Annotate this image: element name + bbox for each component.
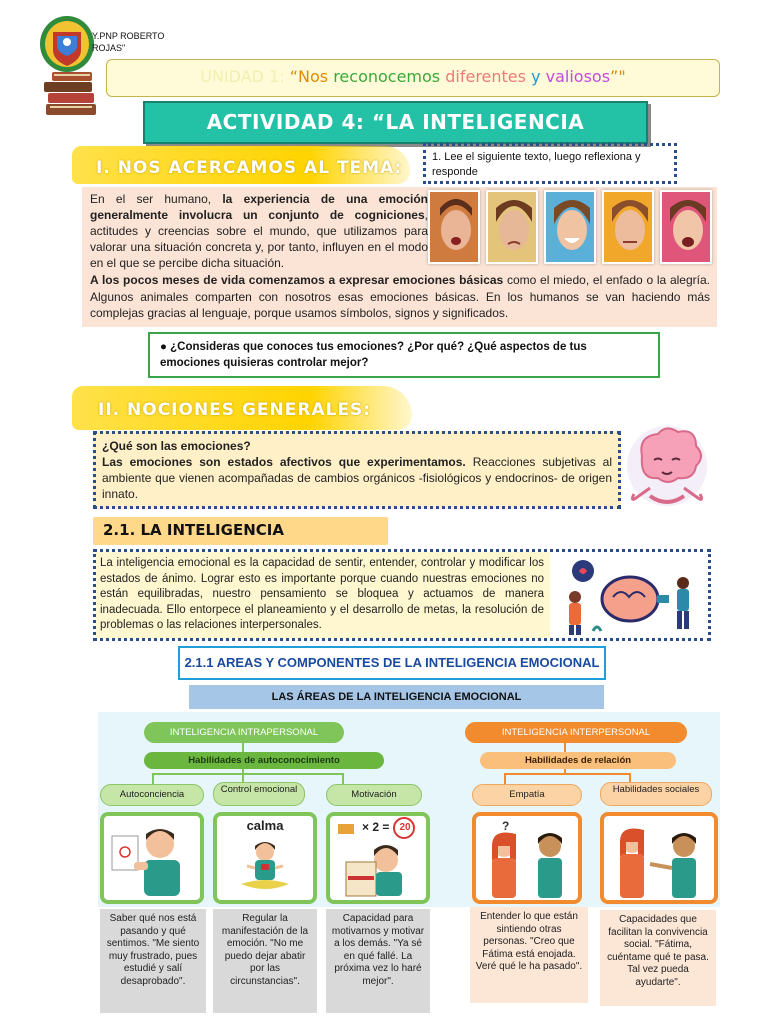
face-sad (486, 190, 538, 264)
intro-paragraph-1: En el ser humano, la experiencia de una emoción generalmente involucra un conjunto de cogniciones, actitudes y creencias sobre el mundo, que utilizamos para valorar una situación concreta y, por tanto, influyen en el modo en el que se percibe dicha situación. (90, 192, 428, 270)
emotions-definition-box (93, 431, 621, 509)
school-name-line2: ROJAS" (92, 43, 126, 53)
activity-title: ACTIVIDAD 4: “LA INTELIGENCIA (143, 101, 648, 144)
unit-word-reconocemos: reconocemos (333, 67, 446, 86)
unit-word-valiosos: valiosos (545, 67, 611, 86)
emotional-control-pill: Control emocional (213, 782, 305, 806)
motivation-description: Capacidad para motivarnos y motivar a los demás. "Ya sé en qué fallé. La próxima vez lo haré mejor". (326, 909, 430, 1013)
svg-text:?: ? (502, 819, 510, 833)
areas-components-title: 2.1.1 AREAS Y COMPONENTES DE LA INTELIGENCIA EMOCIONAL (178, 646, 606, 680)
math-label: × 2 = (362, 820, 390, 834)
empathy-card (472, 812, 582, 904)
school-name (92, 30, 182, 54)
calma-label: calma (246, 818, 284, 833)
emotional-control-card (213, 812, 317, 904)
social-skills-card (600, 812, 718, 904)
motivation-pill: Motivación (326, 784, 422, 806)
section1-title: I. NOS ACERCAMOS AL TEMA: (72, 146, 410, 184)
relationship-skills-pill: Habilidades de relación (480, 752, 676, 769)
score-label: 20 (399, 822, 411, 833)
social-skills-pill: Habilidades sociales (600, 782, 712, 806)
interpersonal-pill: INTELIGENCIA INTERPERSONAL (465, 722, 687, 743)
emotions-definition: Las emociones son estados afectivos que experimentamos. Reacciones subjetivas al ambiente que vienen acompañadas de cambios orgánicos -fisiológicos y endocrinos- de origen innato. (102, 455, 613, 501)
unit-close-quote: ”" (610, 67, 626, 86)
face-disgust (602, 190, 654, 264)
meditating-brain-icon (620, 420, 714, 518)
face-happy (544, 190, 596, 264)
brain-people-illustration (553, 553, 707, 637)
unit-prefix: UNIDAD 1: (200, 67, 290, 86)
subsection-2-1-title: 2.1. LA INTELIGENCIA (93, 517, 388, 545)
motivation-card (326, 812, 430, 904)
emotional-control-description: Regular la manifestación de la emoción. "No me puedo dejar abatir por las circunstancias". (213, 909, 317, 1013)
section2-title: II. NOCIONES GENERALES: (72, 386, 412, 430)
emotional-intelligence-diagram (98, 712, 720, 907)
reflection-question: ● ¿Consideras que conoces tus emociones? ¿Por qué? ¿Qué aspectos de tus emociones quisieras controlar mejor? (148, 332, 660, 378)
social-skills-description: Capacidades que facilitan la convivencia social. "Fátima, cuéntame qué te pasa. Tal vez pueda ayudarte". (600, 910, 716, 1006)
areas-banner: LAS ÁREAS DE LA INTELIGENCIA EMOCIONAL (189, 685, 604, 709)
empathy-illustration (476, 816, 578, 900)
reading-instruction: 1. Lee el siguiente texto, luego reflexiona y responde (423, 143, 677, 184)
unit-word-y: y (531, 67, 546, 86)
unit-word-diferentes: diferentes (445, 67, 532, 86)
empathy-pill: Empatía (472, 784, 582, 806)
self-awareness-pill: Autoconciencia (100, 784, 204, 806)
frustrated-boy-illustration (104, 816, 200, 900)
unit-word-nos: “Nos (289, 67, 334, 86)
emotion-faces-image (428, 186, 714, 272)
face-scared (660, 190, 712, 264)
face-angry (428, 190, 480, 264)
empathy-description: Entender lo que están sintiendo otras personas. "Creo que Fátima está enojada. Veré qué le ha pasado". (470, 907, 588, 1003)
emotional-intelligence-text: La inteligencia emocional es la capacidad de sentir, entender, controlar y modificar los estados de ánimo. Lograr esto es importante porque cuando nuestras emociones no están equilibradas, nuestro pensamiento se bloquea y actuamos de manera inadecuada. Ello entorpece el planeamiento y el desarrollo de metas, la resolución de problemas o las relaciones interpersonales. (100, 557, 544, 631)
self-knowledge-pill: Habilidades de autoconocimiento (144, 752, 384, 769)
school-name-line1: Y.PNP ROBERTO (92, 31, 165, 41)
self-awareness-card (100, 812, 204, 904)
intrapersonal-pill: INTELIGENCIA INTRAPERSONAL (144, 722, 344, 743)
emotions-question: ¿Qué son las emociones? (102, 439, 251, 453)
self-awareness-description: Saber qué nos está pasando y qué sentimos. "Me siento muy frustrado, pues estudié y salí desaprobado". (100, 909, 206, 1013)
social-skills-illustration (604, 816, 714, 900)
intro-paragraph-2: A los pocos meses de vida comenzamos a expresar emociones básicas como el miedo, el enfado o la alegría. Algunos animales comparten con nosotros esas emociones básicas. En los humanos se van haciendo más complejas gracias al lenguaje, porque usamos símbolos, signos y significados. (90, 273, 710, 320)
unit-banner (106, 59, 720, 97)
books-icon (40, 66, 100, 118)
